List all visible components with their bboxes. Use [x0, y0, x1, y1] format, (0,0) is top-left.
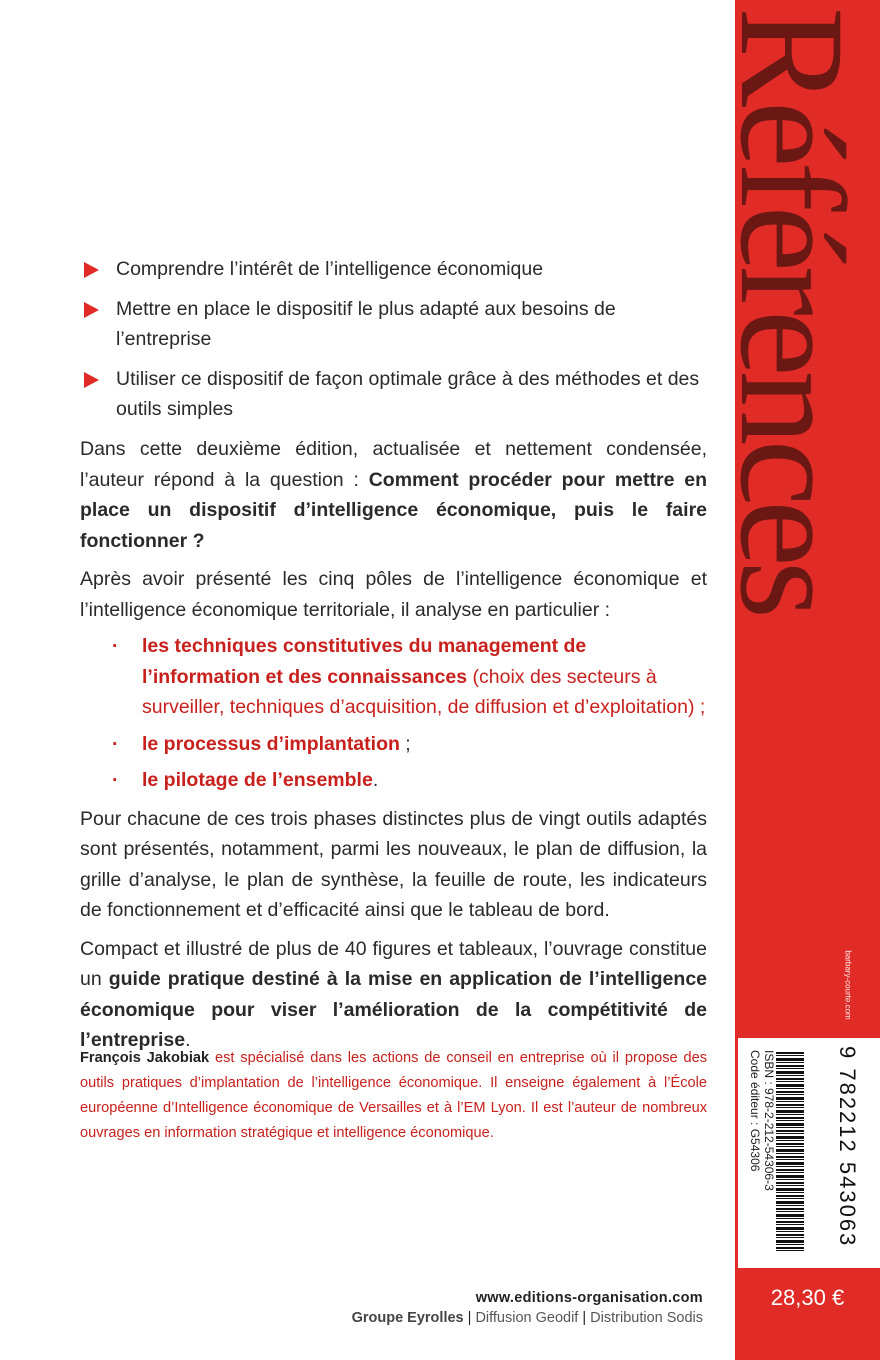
intro-paragraph: Dans cette deuxième édition, actualisée et nettement condensée, l’auteur répond à la question : Comment procéder pour mettre en place un dispositif d’intelligence économique, puis le faire fonctionner ?	[80, 438, 707, 552]
publisher-footer	[300, 1290, 703, 1326]
isbn: ISBN : 978-2-212-54306-3	[762, 1050, 776, 1191]
code-editeur: Code éditeur : G54306	[748, 1050, 762, 1172]
barcode-codes	[744, 1038, 778, 1268]
triangle-bullet-icon	[84, 302, 99, 318]
publisher-line: Groupe Eyrolles | Diffusion Geodif | Distribution Sodis	[351, 1310, 703, 1326]
key-points	[80, 254, 707, 424]
analysis-item: · le pilotage de l’ensemble.	[112, 769, 379, 791]
triangle-bullet-icon	[84, 372, 99, 388]
key-point: Utiliser ce dispositif de façon optimale grâce à des méthodes et des outils simples	[80, 364, 707, 424]
price: 28,30 €	[770, 1285, 845, 1310]
author-bio: François Jakobiak est spécialisé dans les actions de conseil en entreprise où il propose des outils pratiques d’implantation de l’intelligence économique. Il enseigne également à l’École européenne d’Intelligence économique de Versailles et à l’EM Lyon. Il est l’auteur de nombreux ouvrages en information stratégique et intelligence économique.	[80, 1050, 707, 1141]
photo-credit: barbary-courte.com	[843, 950, 853, 1020]
series-title: Références	[709, 6, 875, 614]
barcode-digits: 9 782212 543063	[835, 1046, 860, 1248]
author-name: François Jakobiak	[80, 1050, 210, 1066]
tools-paragraph: Pour chacune de ces trois phases distinctes plus de vingt outils adaptés sont présentés, notamment, parmi les nouveaux, le plan de diffusion, la grille d’analyse, le plan de synthèse, la feuille de route, les indicateurs de fonctionnement et d’efficacité ainsi que le tableau de bord.	[80, 807, 707, 921]
barcode-bars	[776, 1052, 804, 1252]
key-point: Comprendre l’intérêt de l’intelligence économique	[80, 254, 707, 284]
analysis-list	[80, 631, 707, 796]
back-cover-text	[80, 254, 707, 1056]
publisher-url[interactable]: www.editions-organisation.com	[475, 1290, 703, 1306]
analysis-paragraph: Après avoir présenté les cinq pôles de l’intelligence économique et l’intelligence économique territoriale, il analyse en particulier :	[80, 568, 707, 621]
barcode-digits-wrap	[812, 1046, 872, 1268]
triangle-bullet-icon	[84, 262, 99, 278]
barcode-box	[738, 1038, 880, 1268]
analysis-item: · le processus d’implantation ;	[112, 732, 411, 755]
summary-paragraph: Compact et illustré de plus de 40 figures et tableaux, l’ouvrage constitue un guide pratique destiné à la mise en application de l’intelligence économique pour viser l’amélioration de la compétitivité de l’entreprise.	[80, 937, 708, 1051]
analysis-item: · les techniques constitutives du management de l’information et des connaissances (choix des secteurs à surveiller, techniques d’acquisition, de diffusion et d’exploitation) ;	[112, 635, 706, 718]
key-point: Mettre en place le dispositif le plus adapté aux besoins de l’entreprise	[80, 294, 707, 354]
